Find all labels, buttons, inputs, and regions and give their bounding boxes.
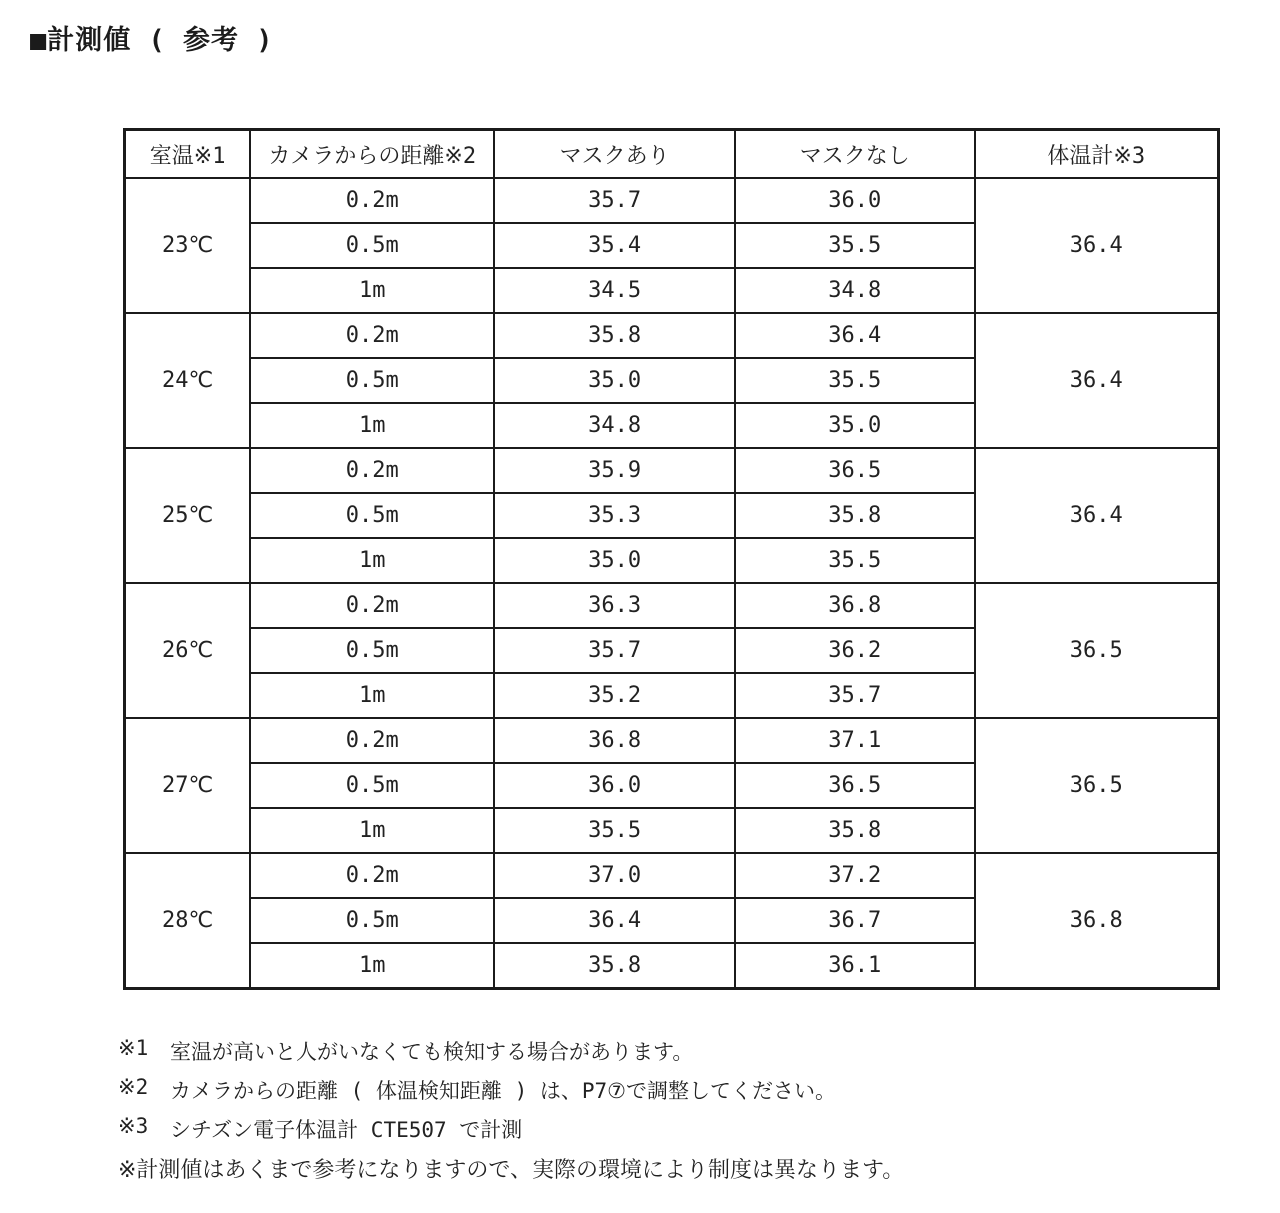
cell-with-mask: 36.4 [494,898,735,943]
cell-with-mask: 35.2 [494,673,735,718]
cell-room-temp: 27℃ [125,718,251,853]
footnote-text: シチズン電子体温計 CTE507 で計測 [170,1118,523,1142]
cell-with-mask: 34.8 [494,403,735,448]
table-header-row [125,130,1219,179]
cell-without-mask: 36.8 [735,583,975,628]
cell-distance: 1m [250,808,494,853]
cell-without-mask: 35.0 [735,403,975,448]
cell-without-mask: 35.7 [735,673,975,718]
cell-with-mask: 35.7 [494,628,735,673]
cell-room-temp: 28℃ [125,853,251,989]
footnotes [118,1036,836,1153]
footnote-1 [118,1036,836,1066]
cell-with-mask: 35.8 [494,313,735,358]
cell-distance: 0.5m [250,763,494,808]
cell-with-mask: 35.4 [494,223,735,268]
table-row [125,448,1219,493]
cell-thermometer: 36.8 [975,853,1219,989]
cell-distance: 0.2m [250,313,494,358]
table-row [125,313,1219,358]
cell-thermometer: 36.4 [975,448,1219,583]
cell-without-mask: 35.5 [735,538,975,583]
cell-without-mask: 36.2 [735,628,975,673]
cell-distance: 1m [250,538,494,583]
cell-distance: 0.2m [250,448,494,493]
cell-thermometer: 36.4 [975,313,1219,448]
cell-distance: 0.5m [250,493,494,538]
table-row [125,583,1219,628]
cell-thermometer: 36.4 [975,178,1219,313]
header-thermometer: 体温計※3 [975,130,1219,179]
cell-without-mask: 36.4 [735,313,975,358]
cell-room-temp: 23℃ [125,178,251,313]
footnote-marker: ※1 [118,1036,149,1060]
cell-distance: 0.2m [250,178,494,223]
cell-without-mask: 35.8 [735,493,975,538]
cell-with-mask: 36.8 [494,718,735,763]
footnote-marker: ※2 [118,1075,149,1099]
cell-with-mask: 34.5 [494,268,735,313]
bottom-note: ※計測値はあくまで参考になりますので、実際の環境により制度は異なります。 [118,1158,905,1183]
cell-without-mask: 37.2 [735,853,975,898]
cell-distance: 1m [250,673,494,718]
header-room-temp: 室温※1 [125,130,251,179]
cell-with-mask: 36.0 [494,763,735,808]
cell-with-mask: 35.3 [494,493,735,538]
cell-with-mask: 35.0 [494,538,735,583]
cell-room-temp: 24℃ [125,313,251,448]
header-without-mask: マスクなし [735,130,975,179]
footnote-marker: ※3 [118,1114,149,1138]
cell-room-temp: 25℃ [125,448,251,583]
cell-distance: 0.2m [250,718,494,763]
cell-distance: 1m [250,268,494,313]
cell-distance: 0.5m [250,898,494,943]
table-row [125,718,1219,763]
cell-without-mask: 35.5 [735,358,975,403]
cell-without-mask: 36.7 [735,898,975,943]
cell-room-temp: 26℃ [125,583,251,718]
cell-with-mask: 35.7 [494,178,735,223]
cell-without-mask: 35.8 [735,808,975,853]
cell-with-mask: 35.8 [494,943,735,989]
cell-without-mask: 35.5 [735,223,975,268]
cell-with-mask: 35.0 [494,358,735,403]
measurement-table [123,128,1220,990]
cell-distance: 0.2m [250,583,494,628]
cell-distance: 0.2m [250,853,494,898]
header-distance: カメラからの距離※2 [250,130,494,179]
cell-without-mask: 36.1 [735,943,975,989]
cell-thermometer: 36.5 [975,583,1219,718]
footnote-text: カメラからの距離 ( 体温検知距離 ) は、P7⑦で調整してください。 [170,1079,836,1103]
table-row [125,853,1219,898]
cell-distance: 0.5m [250,628,494,673]
cell-without-mask: 36.5 [735,448,975,493]
footnote-text: 室温が高いと人がいなくても検知する場合があります。 [170,1040,694,1064]
cell-with-mask: 37.0 [494,853,735,898]
cell-without-mask: 34.8 [735,268,975,313]
cell-without-mask: 37.1 [735,718,975,763]
cell-distance: 1m [250,943,494,989]
footnote-3 [118,1114,836,1144]
cell-with-mask: 35.9 [494,448,735,493]
cell-with-mask: 36.3 [494,583,735,628]
cell-without-mask: 36.5 [735,763,975,808]
footnote-2 [118,1075,836,1105]
cell-distance: 0.5m [250,223,494,268]
cell-without-mask: 36.0 [735,178,975,223]
header-with-mask: マスクあり [494,130,735,179]
page-title: ■計測値 ( 参考 ) [30,25,274,56]
cell-distance: 0.5m [250,358,494,403]
cell-thermometer: 36.5 [975,718,1219,853]
table-row [125,178,1219,223]
cell-distance: 1m [250,403,494,448]
cell-with-mask: 35.5 [494,808,735,853]
